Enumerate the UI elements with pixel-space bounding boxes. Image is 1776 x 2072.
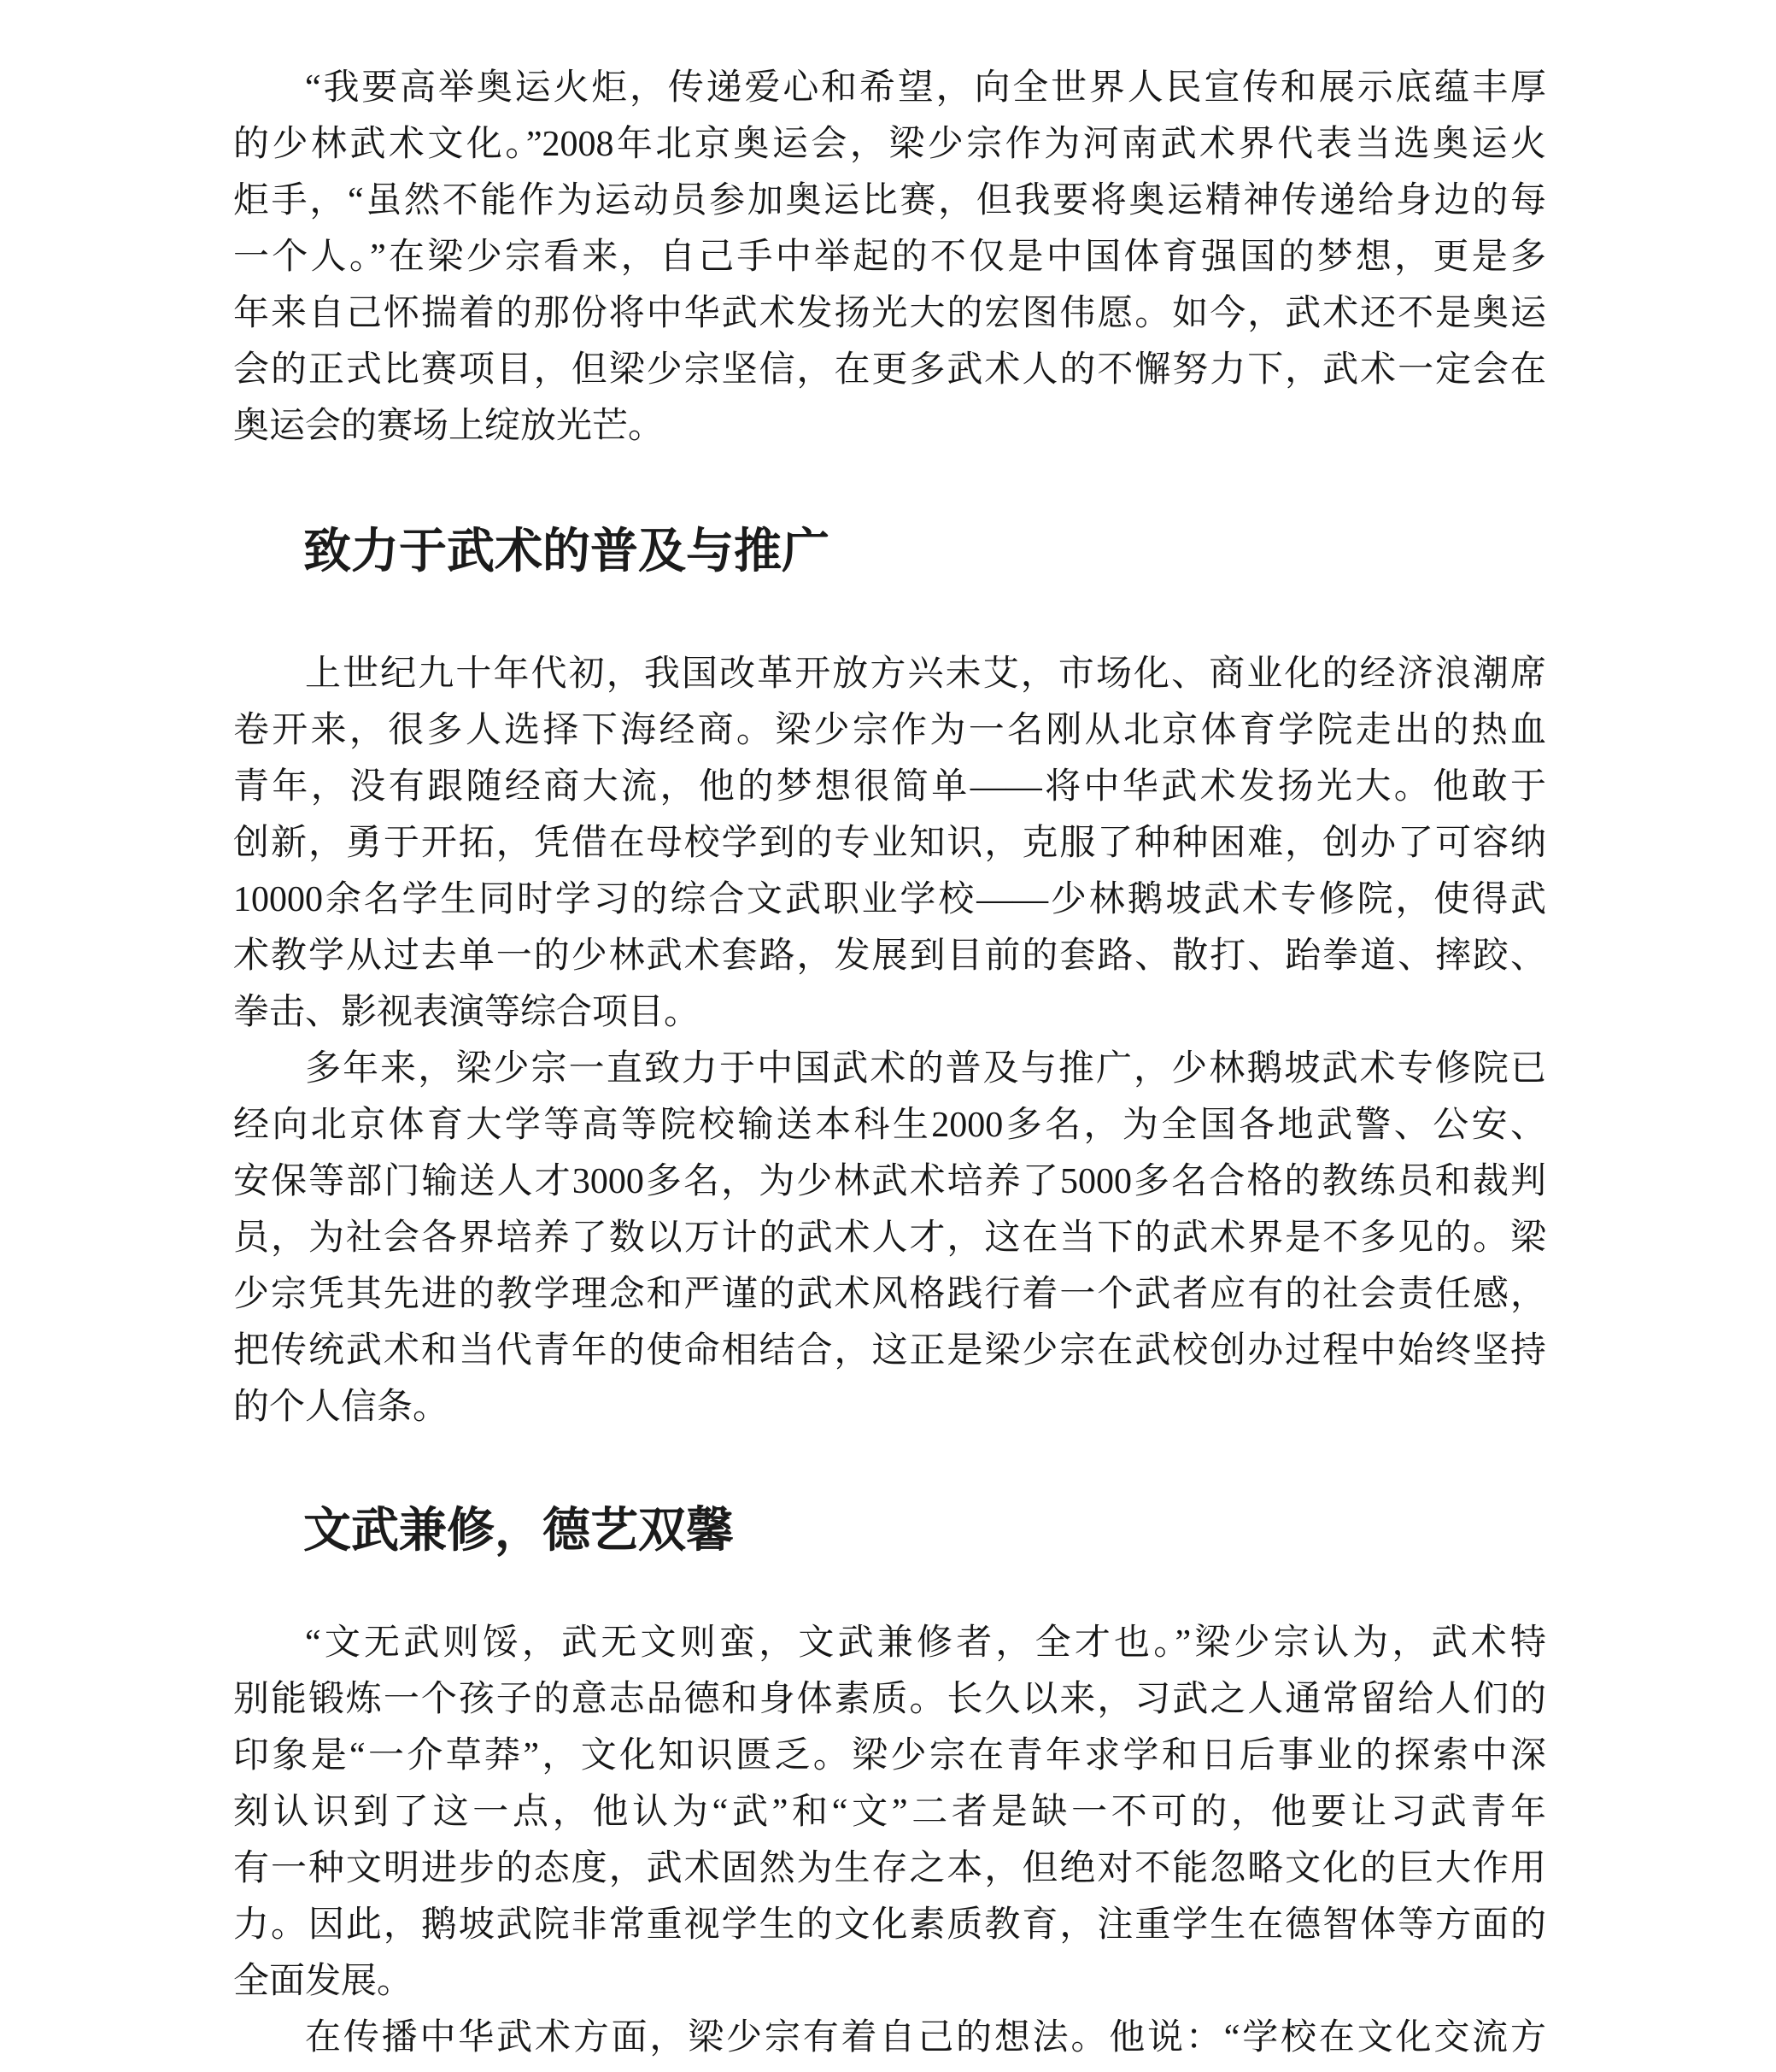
text-line: 有一种文明进步的态度，武术固然为生存之本，但绝对不能忽略文化的巨大作用 (233, 1849, 1546, 1888)
text-line: 青年，没有跟随经商大流，他的梦想很简单——将中华武术发扬光大。他敢于 (233, 767, 1546, 807)
text-line: 全面发展。 (233, 1962, 413, 2001)
paragraph-wen-wu (233, 1615, 1546, 2010)
text-line: 多年来，梁少宗一直致力于中国武术的普及与推广，少林鹅坡武术专修院已 (305, 1049, 1546, 1089)
text-line: 一个人。”在梁少宗看来，自己手中举起的不仅是中国体育强国的梦想，更是多 (233, 238, 1546, 277)
text-line: 的少林武术文化。”2008年北京奥运会，梁少宗作为河南武术界代表当选奥运火 (233, 125, 1546, 164)
text-column (233, 60, 1546, 2066)
text-line: 10000余名学生同时学习的综合文武职业学校——少林鹅坡武术专修院，使得武 (233, 880, 1546, 919)
paragraph-spreading-wushu (233, 2010, 1546, 2066)
text-line: 安保等部门输送人才3000多名，为少林武术培养了5000多名合格的教练员和裁判 (233, 1162, 1546, 1201)
text-line: 创新，勇于开拓，凭借在母校学到的专业知识，克服了种种困难，创办了可容纳 (233, 824, 1546, 863)
text-line: 把传统武术和当代青年的使命相结合，这正是梁少宗在武校创办过程中始终坚持 (233, 1331, 1546, 1371)
text-line: 员，为社会各界培养了数以万计的武术人才，这在当下的武术界是不多见的。梁 (233, 1218, 1546, 1258)
text-line: 印象是“一介草莽”，文化知识匮乏。梁少宗在青年求学和日后事业的探索中深 (233, 1736, 1546, 1776)
text-line: 别能锻炼一个孩子的意志品德和身体素质。长久以来，习武之人通常留给人们的 (233, 1680, 1546, 1719)
text-line: 力。因此，鹅坡武院非常重视学生的文化素质教育，注重学生在德智体等方面的 (233, 1905, 1546, 1945)
text-line: 炬手，“虽然不能作为运动员参加奥运比赛，但我要将奥运精神传递给身边的每 (233, 181, 1546, 220)
text-line: 拳击、影视表演等综合项目。 (233, 993, 700, 1032)
text-line: 少宗凭其先进的教学理念和严谨的武术风格践行着一个武者应有的社会责任感， (233, 1275, 1546, 1314)
text-line: 奥运会的赛场上绽放光芒。 (233, 407, 665, 446)
text-line: 术教学从过去单一的少林武术套路，发展到目前的套路、散打、跆拳道、摔跤、 (233, 936, 1546, 976)
text-line: 刻认识到了这一点，他认为“武”和“文”二者是缺一不可的，他要让习武青年 (233, 1793, 1546, 1832)
text-line: 的个人信条。 (233, 1388, 449, 1427)
text-line: 在传播中华武术方面，梁少宗有着自己的想法。他说：“学校在文化交流方 (305, 2018, 1546, 2057)
text-line: 上世纪九十年代初，我国改革开放方兴未艾，市场化、商业化的经济浪潮席 (305, 654, 1546, 694)
text-line: 经向北京体育大学等高等院校输送本科生2000多名，为全国各地武警、公安、 (233, 1106, 1546, 1145)
paragraph-school-founding (233, 646, 1546, 1041)
text-line: “我要高举奥运火炬，传递爱心和希望，向全世界人民宣传和展示底蕴丰厚 (305, 68, 1546, 108)
text-line: 卷开来，很多人选择下海经商。梁少宗作为一名刚从北京体育学院走出的热血 (233, 711, 1546, 750)
section-heading-culture: 文武兼修，德艺双馨 (303, 1503, 734, 1557)
text-line: 年来自己怀揣着的那份将中华武术发扬光大的宏图伟愿。如今，武术还不是奥运 (233, 294, 1546, 333)
text-line: 会的正式比赛项目，但梁少宗坚信，在更多武术人的不懈努力下，武术一定会在 (233, 350, 1546, 390)
paragraph-talent-output (233, 1041, 1546, 1435)
text-line: “文无武则馁，武无文则蛮，文武兼修者，全才也。”梁少宗认为，武术特 (305, 1623, 1546, 1663)
section-heading-promotion: 致力于武术的普及与推广 (303, 524, 829, 578)
paragraph-olympic-torch (233, 60, 1546, 455)
